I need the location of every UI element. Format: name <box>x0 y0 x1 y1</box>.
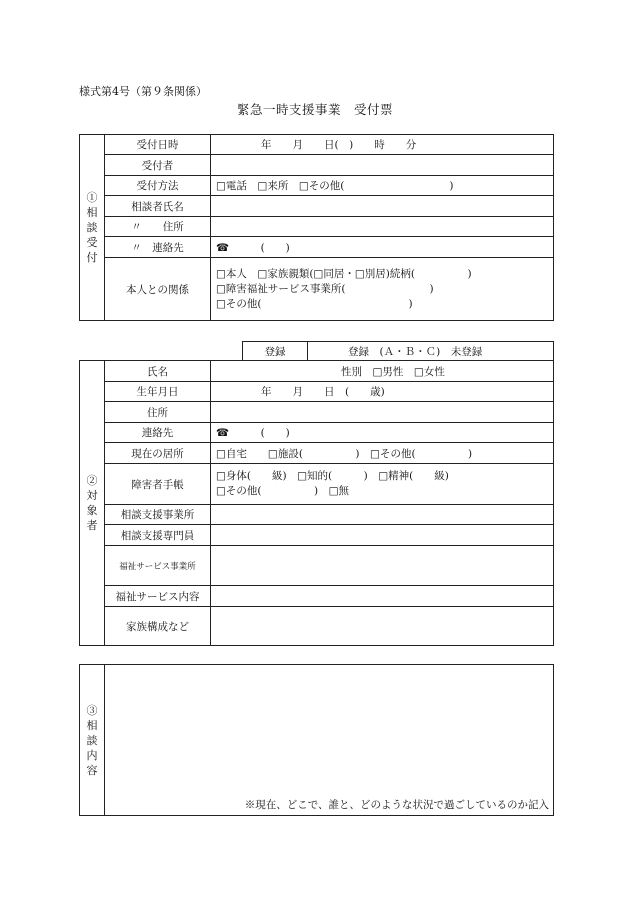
relation-field[interactable] <box>211 258 554 321</box>
support-specialist-label: 相談支援専門員 <box>105 525 211 546</box>
section1-side-label: ①相談受付 <box>80 135 105 321</box>
relation-label: 本人との関係 <box>105 258 211 321</box>
handbook-line: □その他( ) □無 <box>216 485 350 497</box>
welfare-office-field[interactable] <box>211 546 554 586</box>
consultation-content-field[interactable] <box>105 665 554 816</box>
consultant-contact-label: 〃 連絡先 <box>105 237 211 258</box>
consultant-contact-field[interactable]: ☎ ( ) <box>211 237 554 258</box>
registration-label: 登録 <box>243 342 308 361</box>
receiver-field[interactable] <box>211 155 554 176</box>
consultant-address-label: 〃 住所 <box>105 217 211 237</box>
relation-line: □その他( ) <box>216 297 413 310</box>
subject-address-label: 住所 <box>105 402 211 423</box>
subject-contact-label: 連絡先 <box>105 423 211 443</box>
form-number: 様式第4号（第９条関係） <box>79 85 207 98</box>
section-subject <box>79 360 554 646</box>
current-residence-field[interactable]: □自宅 □施設( ) □その他( ) <box>211 443 554 464</box>
subject-contact-field[interactable]: ☎ ( ) <box>211 423 554 443</box>
section2-side-label: ②対象者 <box>80 361 105 646</box>
disability-handbook-field[interactable] <box>211 464 554 505</box>
current-residence-label: 現在の居所 <box>105 443 211 464</box>
birthdate-field[interactable]: 年 月 日 ( 歳) <box>211 382 554 402</box>
section3-side-label: ③相談内容 <box>80 665 105 816</box>
receiver-label: 受付者 <box>105 155 211 176</box>
reception-method-label: 受付方法 <box>105 176 211 196</box>
relation-line: □障害福祉サービス事業所( ) <box>216 282 434 295</box>
welfare-service-content-label: 福祉サービス内容 <box>105 586 211 607</box>
consultation-note: ※現在、どこで、誰と、どのような状況で過ごしているのか記入 <box>244 799 549 811</box>
registration-row <box>242 341 554 361</box>
reception-datetime-field[interactable]: 年 月 日( ) 時 分 <box>211 135 554 155</box>
consultant-address-field[interactable] <box>211 217 554 237</box>
support-office-label: 相談支援事業所 <box>105 505 211 525</box>
section-consultation-content <box>79 664 554 816</box>
handbook-line: □身体( 級) □知的( ) □精神( 級) <box>216 470 449 482</box>
form-title: 緊急一時支援事業 受付票 <box>236 102 393 117</box>
welfare-office-label: 福祉サービス事業所 <box>105 546 211 586</box>
registration-field[interactable]: 登録 (Ａ・Ｂ・Ｃ) 未登録 <box>308 342 554 361</box>
disability-handbook-label: 障害者手帳 <box>105 464 211 505</box>
birthdate-label: 生年月日 <box>105 382 211 402</box>
support-office-field[interactable] <box>211 505 554 525</box>
subject-address-field[interactable] <box>211 402 554 423</box>
subject-name-field[interactable]: 性別 □男性 □女性 <box>211 361 554 382</box>
subject-name-label: 氏名 <box>105 361 211 382</box>
section-consultation-reception <box>79 134 554 321</box>
consultant-name-field[interactable] <box>211 196 554 217</box>
relation-line: □本人 □家族親類(□同居・□別居)続柄( ) <box>216 267 472 280</box>
reception-datetime-label: 受付日時 <box>105 135 211 155</box>
support-specialist-field[interactable] <box>211 525 554 546</box>
welfare-service-content-field[interactable] <box>211 586 554 607</box>
family-structure-label: 家族構成など <box>105 607 211 646</box>
family-structure-field[interactable] <box>211 607 554 646</box>
reception-method-field[interactable]: □電話 □来所 □その他( ) <box>211 176 554 196</box>
consultant-name-label: 相談者氏名 <box>105 196 211 217</box>
